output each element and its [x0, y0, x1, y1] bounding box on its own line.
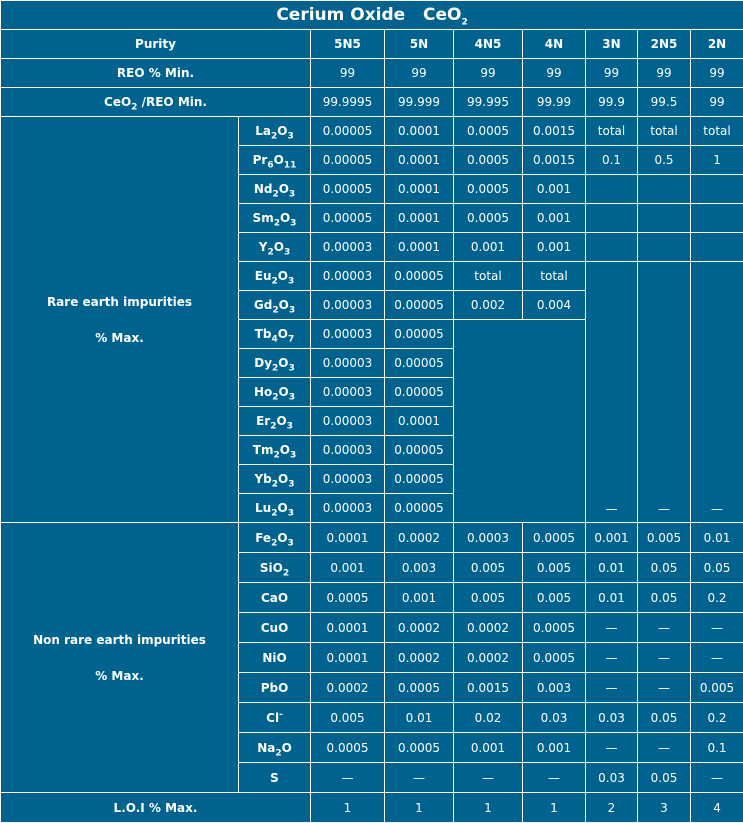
compound-La2O3: $La_2O_3$: [239, 117, 311, 146]
impurity-value: 0.00003: [311, 349, 385, 378]
title-formula: CeO$_2$: [423, 5, 468, 25]
non-rare-earth-label-line1: Non rare earth impurities: [1, 622, 238, 658]
ceo2-reo-value: 99.9: [586, 88, 638, 117]
reo-value: 99: [311, 59, 385, 88]
purity-grade-5N5: 5N5: [311, 30, 385, 59]
impurity-value: 0.00003: [311, 291, 385, 320]
impurity-value: 0.0001: [311, 613, 385, 643]
compound-Yb2O3: $Yb_2O_3$: [239, 465, 311, 494]
impurity-value: 0.0005: [454, 146, 523, 175]
impurity-value: 0.05: [638, 553, 691, 583]
impurity-value: 0.003: [523, 673, 586, 703]
impurity-value: —: [586, 673, 638, 703]
impurity-value: total: [638, 117, 691, 146]
impurity-value: —: [586, 613, 638, 643]
compound-Eu2O3: $Eu_2O_3$: [239, 262, 311, 291]
compound-Na2O: $Na_2O$: [239, 733, 311, 763]
title-row: [1, 1, 743, 30]
impurity-value: 0.0015: [454, 673, 523, 703]
loi-row: [1, 793, 743, 823]
impurity-value: 0.00005: [385, 465, 454, 494]
compound-S: S: [239, 763, 311, 793]
compound-Tm2O3: $Tm_2O_3$: [239, 436, 311, 465]
compound-Pr6O11: $Pr_6O_{11}$: [239, 146, 311, 175]
impurity-value: 0.00003: [311, 407, 385, 436]
impurity-value: 0.00003: [311, 262, 385, 291]
empty-cell: [691, 233, 743, 262]
compound-Tb4O7: $Tb_4O_7$: [239, 320, 311, 349]
impurity-value: 0.00005: [385, 320, 454, 349]
impurity-value: total: [454, 262, 523, 291]
impurity-value: —: [523, 763, 586, 793]
impurity-value: 0.0001: [385, 175, 454, 204]
purity-grade-3N: 3N: [586, 30, 638, 59]
ceo2-reo-value: 99.9995: [311, 88, 385, 117]
rare-earth-row: [1, 117, 743, 146]
impurity-value: 0.2: [691, 583, 743, 613]
reo-value: 99: [638, 59, 691, 88]
impurity-value: 0.0001: [385, 204, 454, 233]
impurity-value: total: [586, 117, 638, 146]
impurity-value: 0.00005: [385, 291, 454, 320]
compound-NiO: NiO: [239, 643, 311, 673]
compound-Dy2O3: $Dy_2O_3$: [239, 349, 311, 378]
impurity-value: 0.0002: [385, 523, 454, 553]
purity-header-row: [1, 30, 743, 59]
impurity-value: 0.0001: [385, 233, 454, 262]
empty-cell: [691, 175, 743, 204]
loi-value: 1: [523, 793, 586, 823]
impurity-value: —: [311, 763, 385, 793]
reo-label: REO % Min.: [1, 59, 311, 88]
impurity-value: 0.003: [385, 553, 454, 583]
impurity-value: 0.00003: [311, 465, 385, 494]
impurity-value: 0.001: [523, 733, 586, 763]
impurity-value: 0.005: [638, 523, 691, 553]
ceo2-reo-value: 99.5: [638, 88, 691, 117]
impurity-value: 0.0005: [523, 643, 586, 673]
reo-row: [1, 59, 743, 88]
impurity-value: 0.0002: [454, 643, 523, 673]
loi-label: L.O.I % Max.: [1, 793, 311, 823]
ceo2-reo-value: 99.999: [385, 88, 454, 117]
purity-label: Purity: [1, 30, 311, 59]
impurity-value: 0.005: [454, 553, 523, 583]
impurity-value: 0.00003: [311, 320, 385, 349]
impurity-value: 0.0005: [311, 583, 385, 613]
impurity-value: 1: [691, 146, 743, 175]
impurity-value: 0.0001: [311, 643, 385, 673]
impurity-value: 0.05: [691, 553, 743, 583]
compound-Ho2O3: $Ho_2O_3$: [239, 378, 311, 407]
impurity-value: 0.0001: [385, 146, 454, 175]
impurity-value: 0.001: [523, 175, 586, 204]
impurity-value: 0.001: [454, 733, 523, 763]
impurity-value: 0.00005: [311, 146, 385, 175]
impurity-value: 0.00005: [385, 349, 454, 378]
low-grade-last-value: —: [691, 502, 743, 522]
impurity-value: 0.0005: [523, 523, 586, 553]
impurity-value: 0.0005: [385, 733, 454, 763]
impurity-value: 0.0005: [454, 117, 523, 146]
impurity-value: 0.0001: [385, 117, 454, 146]
impurity-value: —: [638, 673, 691, 703]
rare-earth-group-label: [1, 117, 239, 523]
compound-CuO: CuO: [239, 613, 311, 643]
impurity-value: 0.05: [638, 763, 691, 793]
ceo2-reo-value: 99.99: [523, 88, 586, 117]
impurity-value: 0.00005: [311, 175, 385, 204]
impurity-value: 0.0002: [311, 673, 385, 703]
impurity-value: 0.001: [454, 233, 523, 262]
impurity-value: 0.01: [586, 553, 638, 583]
empty-cell: [638, 233, 691, 262]
low-grade-block: [638, 262, 691, 523]
purity-grade-4N5: 4N5: [454, 30, 523, 59]
impurity-value: 0.001: [311, 553, 385, 583]
loi-value: 1: [454, 793, 523, 823]
low-grade-last-value: —: [638, 502, 690, 522]
impurity-value: 0.01: [385, 703, 454, 733]
impurity-value: 0.1: [586, 146, 638, 175]
compound-Lu2O3: $Lu_2O_3$: [239, 494, 311, 523]
purity-grade-4N: 4N: [523, 30, 586, 59]
impurity-value: —: [691, 613, 743, 643]
impurity-value: 0.004: [523, 291, 586, 320]
purity-grade-5N: 5N: [385, 30, 454, 59]
impurity-value: total: [691, 117, 743, 146]
reo-value: 99: [523, 59, 586, 88]
empty-block: [454, 320, 586, 523]
empty-cell: [586, 233, 638, 262]
impurity-value: 0.0002: [385, 643, 454, 673]
impurity-value: —: [586, 643, 638, 673]
impurity-value: 0.01: [691, 523, 743, 553]
purity-grade-2N5: 2N5: [638, 30, 691, 59]
impurity-value: —: [454, 763, 523, 793]
loi-value: 1: [311, 793, 385, 823]
impurity-value: 0.05: [638, 703, 691, 733]
impurity-value: 0.00003: [311, 494, 385, 523]
impurity-value: 0.001: [586, 523, 638, 553]
impurity-value: 0.00005: [385, 436, 454, 465]
ceo2-reo-value: 99.995: [454, 88, 523, 117]
compound-Cl-: Cl-: [239, 703, 311, 733]
impurity-value: 0.0005: [385, 673, 454, 703]
impurity-value: 0.02: [454, 703, 523, 733]
empty-cell: [638, 204, 691, 233]
impurity-value: 0.002: [454, 291, 523, 320]
impurity-value: 0.01: [586, 583, 638, 613]
compound-Gd2O3: $Gd_2O_3$: [239, 291, 311, 320]
impurity-value: 0.005: [311, 703, 385, 733]
compound-Sm2O3: $Sm_2O_3$: [239, 204, 311, 233]
impurity-value: 0.00005: [385, 262, 454, 291]
impurity-value: 0.001: [523, 233, 586, 262]
impurity-value: —: [638, 733, 691, 763]
impurity-value: 0.005: [523, 553, 586, 583]
empty-cell: [638, 175, 691, 204]
impurity-value: 0.0005: [454, 175, 523, 204]
impurity-value: 0.005: [454, 583, 523, 613]
compound-CaO: CaO: [239, 583, 311, 613]
impurity-value: —: [638, 643, 691, 673]
impurity-value: 0.0015: [523, 117, 586, 146]
impurity-value: 0.03: [523, 703, 586, 733]
non-rare-earth-group-label: [1, 523, 239, 793]
compound-Fe2O3: $Fe_2O_3$: [239, 523, 311, 553]
low-grade-last-value: —: [586, 502, 637, 522]
impurity-value: 0.0005: [523, 613, 586, 643]
impurity-value: —: [385, 763, 454, 793]
loi-value: 1: [385, 793, 454, 823]
compound-SiO2: SiO$_2$: [239, 553, 311, 583]
impurity-value: 0.03: [586, 703, 638, 733]
reo-value: 99: [385, 59, 454, 88]
impurity-value: 0.00005: [311, 117, 385, 146]
impurity-value: total: [523, 262, 586, 291]
low-grade-block: [691, 262, 743, 523]
impurity-value: —: [691, 763, 743, 793]
impurity-value: 0.00003: [311, 378, 385, 407]
compound-Y2O3: $Y_2O_3$: [239, 233, 311, 262]
empty-cell: [586, 204, 638, 233]
table-title: [1, 1, 743, 30]
impurity-value: 0.00005: [385, 494, 454, 523]
reo-value: 99: [691, 59, 743, 88]
impurity-value: 0.1: [691, 733, 743, 763]
impurity-value: —: [586, 733, 638, 763]
impurity-value: 0.00003: [311, 436, 385, 465]
reo-value: 99: [454, 59, 523, 88]
impurity-value: 0.0015: [523, 146, 586, 175]
impurity-value: 0.0001: [311, 523, 385, 553]
ceo2-reo-label: CeO$_2$ /REO Min.: [1, 88, 311, 117]
impurity-value: 0.005: [523, 583, 586, 613]
empty-cell: [691, 204, 743, 233]
impurity-value: 0.00005: [311, 204, 385, 233]
compound-PbO: PbO: [239, 673, 311, 703]
impurity-value: 0.0002: [385, 613, 454, 643]
reo-value: 99: [586, 59, 638, 88]
low-grade-block: [586, 262, 638, 523]
impurity-value: —: [638, 613, 691, 643]
impurity-value: 0.001: [523, 204, 586, 233]
compound-Nd2O3: $Nd_2O_3$: [239, 175, 311, 204]
impurity-value: 0.0005: [311, 733, 385, 763]
ceo2-reo-row: [1, 88, 743, 117]
impurity-value: 0.0001: [385, 407, 454, 436]
impurity-value: —: [691, 643, 743, 673]
impurity-value: 0.00003: [311, 233, 385, 262]
impurity-value: 0.03: [586, 763, 638, 793]
impurity-value: 0.0003: [454, 523, 523, 553]
rare-earth-label-line2: % Max.: [1, 320, 238, 356]
rare-earth-label-line1: Rare earth impurities: [1, 284, 238, 320]
loi-value: 3: [638, 793, 691, 823]
impurity-value: 0.005: [691, 673, 743, 703]
non-rare-earth-row: [1, 523, 743, 553]
impurity-value: 0.0002: [454, 613, 523, 643]
impurity-value: 0.0005: [454, 204, 523, 233]
compound-Er2O3: $Er_2O_3$: [239, 407, 311, 436]
purity-grade-2N: 2N: [691, 30, 743, 59]
impurity-value: 0.05: [638, 583, 691, 613]
loi-value: 4: [691, 793, 743, 823]
empty-cell: [586, 175, 638, 204]
non-rare-earth-label-line2: % Max.: [1, 658, 238, 694]
impurity-value: 0.001: [385, 583, 454, 613]
impurity-value: 0.2: [691, 703, 743, 733]
title-text: Cerium Oxide: [276, 5, 405, 25]
impurity-value: 0.00005: [385, 378, 454, 407]
ceo2-reo-value: 99: [691, 88, 743, 117]
impurity-value: 0.5: [638, 146, 691, 175]
loi-value: 2: [586, 793, 638, 823]
